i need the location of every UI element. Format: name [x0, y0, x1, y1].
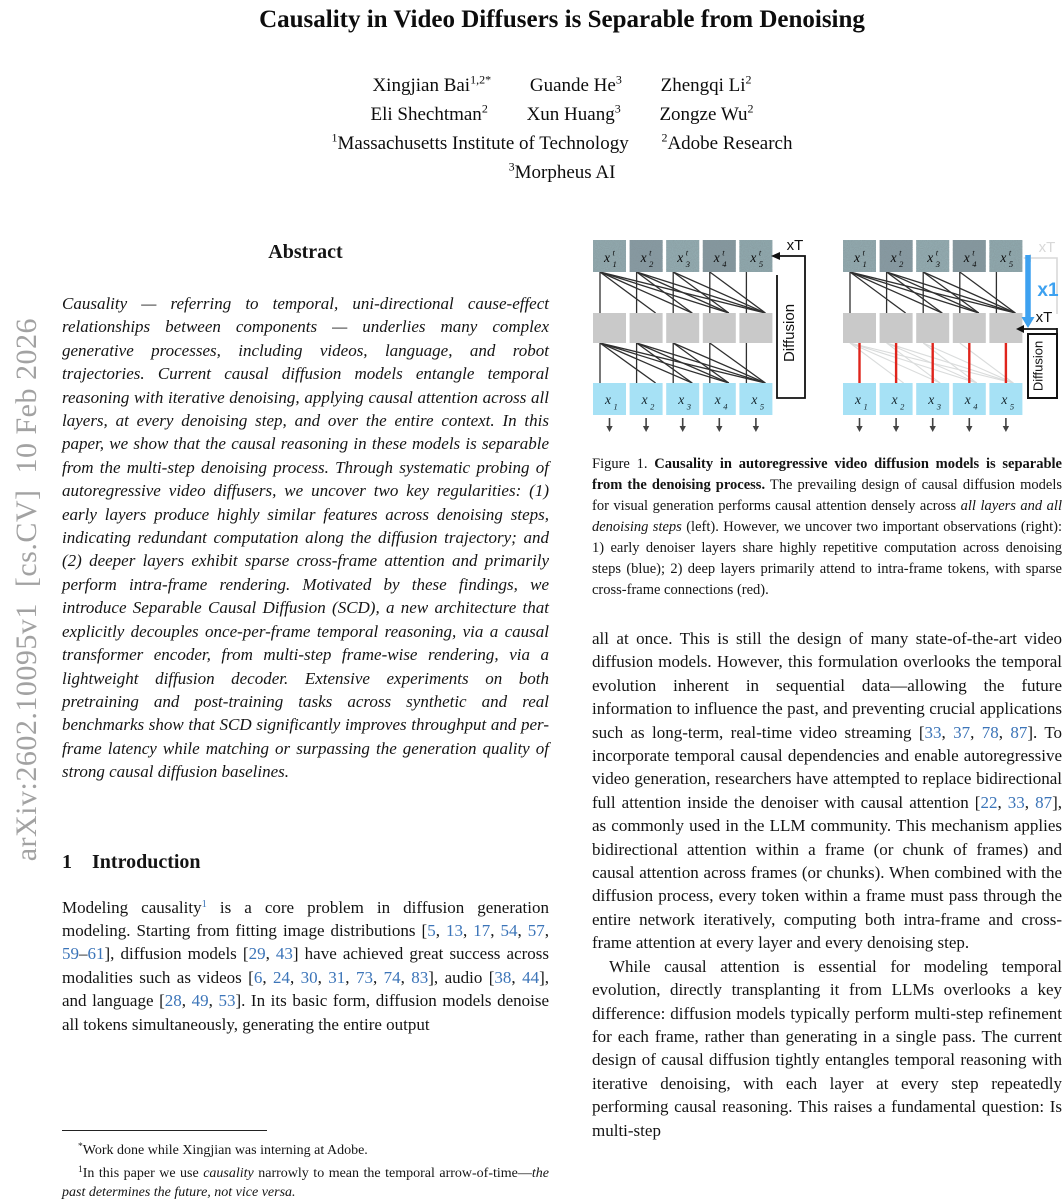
author-block [62, 71, 1062, 187]
clean-frame-label: x 3 [678, 392, 691, 412]
author-name: Xingjian Bai$^{1,2*}$ [372, 72, 492, 96]
author-name: Xun Huang$^3$ [526, 101, 621, 125]
citation-link[interactable]: 78 [981, 722, 999, 742]
abstract-text: Causality — referring to temporal, uni-directional cause-effect relationships between components — underlies many complex generative processes, including videos, language, and robot trajectories. Current causal diffusion models entangle temporal reasoning with iterative denoising, applying causal attention across all layers, at every denoising step, and over the entire context. In this paper, we show that the causal reasoning in these models is separable from the multi-step denoising process. Through systematic probing of autoregressive video diffusers, we uncover two key regularities: (1) early layers produce highly similar features across denoising steps, indicating redundant computation along the diffusion trajectory; and (2) deeper layers exhibit sparse cross-frame attention and primarily perform intra-frame rendering. Motivated by these findings, we introduce Separable Causal Diffusion (SCD), a new architecture that explicitly decouples once-per-frame temporal reasoning, via a causal transformer encoder, from multi-step frame-wise rendering, via a lightweight diffusion decoder. Extensive experiments on both pretraining and post-training tasks across synthetic and real benchmarks show that SCD significantly improves throughput and per-frame latency while matching or surpassing the generation quality of strong causal diffusion baselines. [62, 294, 549, 782]
citation-link[interactable]: 38 [494, 967, 512, 987]
author-name: Eli Shechtman$^2$ [370, 101, 488, 125]
hidden-layer-token [703, 313, 736, 343]
author-name: Zhengqi Li$^2$ [660, 72, 752, 96]
citation-link[interactable]: 74 [383, 967, 401, 987]
author-name: Guande He$^3$ [529, 72, 622, 96]
noisy-frame-label: x t 5 [1000, 247, 1014, 269]
citation-link[interactable]: 30 [300, 967, 318, 987]
citation-link[interactable]: 53 [218, 991, 236, 1011]
down-arrow-icon [716, 426, 722, 432]
noisy-frame-label: x t 5 [750, 247, 764, 269]
citation-link[interactable]: 33 [924, 722, 942, 742]
affiliation-row-2 [62, 158, 1062, 187]
panel-dense-causal [593, 237, 805, 432]
citation-link[interactable]: 61 [87, 944, 105, 964]
author-row-1 [62, 71, 1062, 100]
down-arrow-icon [856, 426, 862, 432]
citation-link[interactable]: 83 [411, 967, 429, 987]
panel-separable-causal [843, 239, 1059, 432]
hidden-layer-token [593, 313, 626, 343]
citation-link[interactable]: 24 [272, 967, 290, 987]
figure1-diagram [592, 222, 1062, 448]
clean-frame-label: x 5 [1001, 392, 1015, 412]
down-arrow-icon [643, 426, 649, 432]
down-arrow-icon [893, 426, 899, 432]
citation-link[interactable]: 57 [527, 920, 545, 940]
noisy-frame-label: x t 1 [854, 247, 867, 269]
clean-frame-label: x 1 [605, 392, 618, 412]
noisy-frame-label: x t 4 [713, 247, 727, 269]
hidden-layer-token [666, 313, 699, 343]
citation-link[interactable]: 5 [427, 920, 436, 940]
diffusion-label: Diffusion [781, 303, 798, 363]
citation-link[interactable]: 43 [275, 944, 293, 964]
citation-link[interactable]: 73 [355, 967, 373, 987]
hidden-layer-token [630, 313, 663, 343]
down-arrow-icon [606, 426, 612, 432]
affiliation-row-1 [62, 129, 1062, 158]
loop-xT-label: xT [786, 237, 804, 254]
introduction-paragraph: Modeling causality$^1$ is a core problem in diffusion generation modeling. Starting from fitting image distributions [5, 13, 17, 54, 57, 59–61], diffusion models [29, 43] have achieved great success across modalities such as videos [6, 24, 30, 31, 73, 74, 83], audio [38, 44], and language [28, 49, 53]. In its basic form, diffusion models denoise all tokens simultaneously, generating the entire output [62, 897, 550, 1034]
noisy-frame-label: x t 4 [963, 247, 977, 269]
clean-frame-label: x 3 [928, 392, 941, 412]
hidden-layer-token [843, 313, 876, 343]
down-arrow-icon [966, 426, 972, 432]
abstract-heading: Abstract [268, 241, 343, 263]
ghost-xT-label: xT [1038, 239, 1056, 256]
clean-frame-label: x 2 [891, 392, 905, 412]
figure1-caption: Figure 1. Causality in autoregressive video diffusion models is separable from the denoising process. The prevailing design of causal diffusion models for visual generation performs causal attention densely across all layers and all denoising steps (left). However, we uncover two important observations (right): 1) early denoiser layers share highly repetitive computation across denoising steps (blue); 2) deep layers primarily attend to intra-frame tokens, with sparse cross-frame connections (red). [592, 456, 1062, 598]
noisy-frame-label: x t 1 [604, 247, 617, 269]
affiliation: $^1$Massachusetts Institute of Technology [331, 130, 629, 154]
arxiv-watermark-text: arXiv:2602.10095v1 [cs.CV] 10 Feb 2026 [10, 318, 43, 862]
body-paragraph: all at once. This is still the design of many state-of-the-art video diffusion models. However, this formulation overlooks the temporal evolution inherent in sequential data—allowing the future information to influence the past, and preventing crucial applications such as long-term, real-time video streaming [33, 37, 78, 87]. To incorporate temporal causal dependencies and enable autoregressive video generation, researchers have attempted to replace bidirectional full attention inside the denoiser with causal attention [22, 33, 87], as commonly used in the LLM community. This mechanism applies bidirectional attention within a frame (or chunk of frames) and causal attention across frames (or chunks). When combined with the diffusion process, every token within a frame must pass through the entire network iteratively, computing both intra-frame and cross-frame attention at every layer and every denoising step. [592, 629, 1062, 953]
noisy-frame-label: x t 3 [677, 247, 690, 269]
footnote-rule [62, 1130, 267, 1131]
noisy-frame-label: x t 3 [927, 247, 940, 269]
citation-link[interactable]: 87 [1010, 722, 1028, 742]
diffusion-label: Diffusion [1030, 340, 1046, 392]
body-paragraph: While causal attention is essential for modeling temporal evolution, directly transplanting it from LLMs overlooks a key difference: diffusion models typically perform multi-step refinement for each frame, rather than generating in a single pass. The current design of causal diffusion tightly entangles temporal reasoning with iterative denoising, with each layer at every step repeatedly performing causal reasoning. This raises a fundamental question: Is multi-step [592, 956, 1062, 1140]
down-arrow-icon [930, 426, 936, 432]
author-row-2 [62, 100, 1062, 129]
author-name: Zongze Wu$^2$ [659, 101, 754, 125]
citation-link[interactable]: 33 [1007, 792, 1025, 812]
citation-link[interactable]: 37 [953, 722, 971, 742]
hidden-layer-token [953, 313, 986, 343]
clean-frame-label: x 2 [641, 392, 655, 412]
once-x1-label: x1 [1037, 280, 1059, 301]
citation-link[interactable]: 59 [62, 944, 79, 964]
page-title: Causality in Video Diffusers is Separable from Denoising [259, 6, 865, 33]
hidden-layer-token [880, 313, 913, 343]
hidden-layer-token [916, 313, 949, 343]
section-title: Introduction [92, 850, 201, 873]
citation-link[interactable]: 22 [980, 792, 998, 812]
footnote-block [62, 1130, 549, 1203]
affiliation: $^3$Morpheus AI [508, 159, 616, 183]
section-number: 1 [62, 850, 72, 873]
noisy-frame-label: x t 2 [640, 247, 654, 269]
down-arrow-icon [753, 426, 759, 432]
section-heading-introduction [62, 850, 549, 875]
affiliation: $^2$Adobe Research [661, 130, 793, 154]
clean-frame-label: x 1 [855, 392, 868, 412]
right-column-text [592, 627, 1062, 1142]
clean-frame-label: x 4 [964, 392, 978, 412]
footnote-2: $^1$In this paper we use causality narrowly to mean the temporal arrow-of-time—the past determines the future, not vice versa. [62, 1164, 549, 1200]
right-column [592, 222, 1062, 1142]
down-arrow-icon [1003, 426, 1009, 432]
citation-link[interactable]: 54 [500, 920, 518, 940]
citation-link[interactable]: 87 [1035, 792, 1053, 812]
noisy-frame-label: x t 2 [890, 247, 904, 269]
left-column [62, 240, 549, 1036]
citation-link[interactable]: 44 [522, 967, 540, 987]
down-arrow-icon [680, 426, 686, 432]
citation-link[interactable]: 31 [328, 967, 346, 987]
hidden-layer-token [739, 313, 772, 343]
citation-link[interactable]: 29 [248, 944, 266, 964]
clean-frame-label: x 5 [751, 392, 765, 412]
arxiv-watermark [4, 190, 50, 990]
citation-link[interactable]: 13 [445, 920, 463, 940]
citation-link[interactable]: 17 [473, 920, 491, 940]
footnote-1: *Work done while Xingjian was interning at Adobe. [78, 1142, 368, 1158]
citation-link[interactable]: 49 [191, 991, 209, 1011]
citation-link[interactable]: 1 [201, 898, 207, 910]
citation-link[interactable]: 28 [164, 991, 182, 1011]
clean-frame-label: x 4 [714, 392, 728, 412]
citation-link[interactable]: 6 [253, 967, 263, 987]
loop-xT-label: xT [1035, 309, 1053, 326]
hidden-layer-token [989, 313, 1022, 343]
